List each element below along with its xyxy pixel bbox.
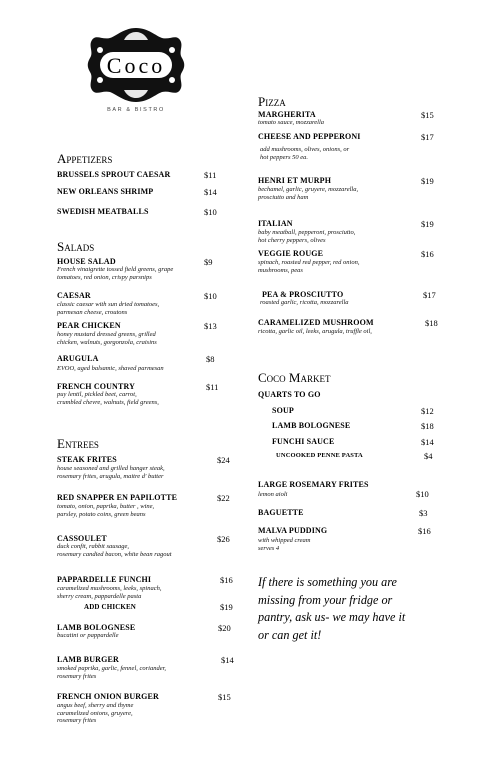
menu-item-name: CHEESE AND PEPPERONI — [258, 132, 361, 141]
menu-item-price: $17 — [423, 290, 436, 300]
description-line: spinach, roasted red pepper, red onion, — [258, 259, 360, 266]
description-line: ricotta, garlic oil, leeks, arugula, truffle oil, — [258, 328, 372, 335]
description-line: bechamel, garlic, gruyere, mozzarella, — [258, 186, 359, 193]
menu-item-name: SOUP — [272, 406, 294, 415]
menu-item-name: STEAK FRITES — [57, 455, 117, 464]
description-line: rosemary frites — [57, 717, 97, 725]
menu-item-description — [57, 301, 159, 316]
description-line: parsley, potato coins, green beans — [57, 510, 146, 518]
description-line: serves 4 — [258, 544, 280, 552]
menu-item-price: $19 — [421, 176, 434, 186]
description-line: sherry cream, pappardelle pasta — [57, 592, 142, 600]
section-heading-appetizers: Appetizers — [57, 151, 113, 166]
description-line: chicken, walnuts, gorgonzola, craisins — [57, 338, 157, 346]
menu-item-description — [57, 632, 119, 640]
menu-item-price: $3 — [419, 508, 428, 518]
menu-item-name: MALVA PUDDING — [258, 526, 328, 535]
menu-item-description — [258, 491, 287, 499]
description-line: tomato sauce, mozzarella — [258, 119, 325, 126]
logo-subtitle: BAR & BISTRO — [107, 107, 165, 113]
menu-item-name: LAMB BURGER — [57, 655, 119, 664]
description-line: caramelized onions, gruyere, — [57, 709, 133, 717]
description-line: parmesan cheese, croutons — [57, 308, 128, 316]
menu-item-price: $14 — [421, 437, 434, 447]
menu-item-name: PEA & PROSCIUTTO — [262, 290, 344, 299]
section-heading-entrees: Entrees — [57, 436, 99, 451]
menu-item-description — [57, 331, 157, 346]
menu-item-description — [57, 543, 172, 558]
menu-item-description — [258, 259, 359, 274]
menu-item-price: $16 — [220, 575, 233, 585]
menu-item-price: $11 — [206, 382, 219, 392]
menu-item-description — [57, 266, 173, 281]
menu-item-name: HENRI ET MURPH — [258, 176, 332, 185]
description-line: hot cherry peppers, olives — [258, 236, 326, 244]
menu-item-price: $8 — [206, 354, 215, 364]
menu-item-price: $12 — [421, 406, 434, 416]
description-line: smoked paprika, garlic, fennel, coriander, — [57, 665, 167, 672]
menu-item-name: MARGHERITA — [258, 110, 316, 119]
menu-item-price: $14 — [221, 655, 234, 665]
menu-item-price: $20 — [218, 623, 231, 633]
logo-name: Coco — [106, 53, 166, 78]
menu-item-price: $16 — [421, 249, 434, 259]
description-line: hot peppers 50 ea. — [260, 153, 309, 161]
menu-item-price: $9 — [204, 257, 213, 267]
menu-item-price: $22 — [217, 493, 230, 503]
menu-item-name: BAGUETTE — [258, 508, 304, 517]
menu-item-name: CARAMELIZED MUSHROOM — [258, 318, 374, 327]
description-line: mushrooms, peas — [258, 266, 303, 274]
tagline-line: If there is something you are — [258, 575, 397, 589]
description-line: duck confit, rabbit sausage, — [57, 543, 130, 550]
description-line: add mushrooms, olives, onions, or — [260, 146, 350, 153]
section-heading-salads: Salads — [57, 239, 95, 254]
description-line: baby meatball, pepperoni, prosciutto, — [258, 229, 356, 236]
menu-item-description — [57, 665, 166, 680]
section-heading-coco-market: Coco Market — [258, 370, 331, 385]
description-line: rosemary frites, arugula, maitre d' butter — [57, 472, 164, 480]
menu-item-price: $19 — [220, 602, 233, 612]
menu-item-description — [57, 365, 164, 373]
menu-item-description — [258, 229, 355, 244]
description-line: French vinaigrette tossed field greens, grape — [57, 266, 174, 273]
menu-item-name: FUNCHI SAUCE — [272, 437, 335, 446]
menu-item-description — [260, 299, 349, 307]
menu-item-name: RED SNAPPER EN PAPILOTTE — [57, 493, 178, 502]
description-line: roasted garlic, ricotta, mozzarella — [260, 299, 349, 306]
menu-item-price: $10 — [416, 489, 429, 499]
menu-item-name: ITALIAN — [258, 219, 293, 228]
description-line: classic caesar with sun dried tomatoes, — [57, 301, 160, 308]
menu-item-description — [57, 702, 133, 725]
description-line: lemon aioli — [258, 491, 288, 498]
section-heading-pizza: Pizza — [258, 94, 286, 109]
menu-item-price: $18 — [421, 421, 434, 431]
menu-item-name: BRUSSELS SPROUT CAESAR — [57, 170, 171, 179]
logo — [86, 26, 186, 126]
description-line: puy lentil, pickled beet, carrot, — [57, 391, 137, 398]
menu-item-name: SWEDISH MEATBALLS — [57, 207, 149, 216]
description-line: caramelized mushrooms, leeks, spinach, — [57, 585, 162, 592]
menu-item-name: ADD CHICKEN — [84, 603, 137, 611]
menu-item-description — [57, 391, 159, 406]
menu-item-description — [258, 186, 358, 201]
menu-item-description — [258, 119, 324, 127]
menu-item-name: CAESAR — [57, 291, 91, 300]
menu-item-name: LARGE ROSEMARY FRITES — [258, 480, 369, 489]
menu-item-price: $15 — [218, 692, 231, 702]
menu-item-price: $26 — [217, 534, 230, 544]
description-line: crumbled chevre, walnuts, field greens, — [57, 398, 159, 406]
description-line: with whipped cream — [258, 537, 311, 544]
description-line: tomatoes, red onion, crispy parsnips — [57, 273, 152, 281]
menu-item-name: LAMB BOLOGNESE — [57, 623, 136, 632]
menu-item-description — [57, 503, 154, 518]
menu-item-price: $16 — [418, 526, 431, 536]
tagline-line: pantry, ask us- we may have it — [258, 610, 406, 624]
menu-item-name: UNCOOKED PENNE PASTA — [276, 452, 363, 459]
menu-item-description — [57, 465, 165, 480]
menu-item-price: $10 — [204, 207, 217, 217]
menu-item-price: $4 — [424, 451, 433, 461]
menu-item-price: $13 — [204, 321, 217, 331]
tagline — [258, 574, 488, 644]
menu-item-price: $14 — [204, 187, 217, 197]
menu-item-name: FRENCH COUNTRY — [57, 382, 136, 391]
description-line: honey mustard dressed greens, grilled — [57, 331, 156, 338]
tagline-line: missing from your fridge or — [258, 592, 393, 607]
menu-item-price: $11 — [204, 170, 217, 180]
menu-item-name: PAPPARDELLE FUNCHI — [57, 575, 152, 584]
menu-item-description — [258, 328, 372, 336]
menu-item-name: HOUSE SALAD — [57, 257, 116, 266]
menu-item-name: CASSOULET — [57, 534, 107, 543]
menu-item-name: FRENCH ONION BURGER — [57, 692, 159, 701]
menu-item-price: $10 — [204, 291, 217, 301]
menu-item-price: $15 — [421, 110, 434, 120]
menu-item-description — [258, 537, 310, 552]
menu-item-description — [260, 146, 349, 161]
menu-item-price: $18 — [425, 318, 438, 328]
menu-item-name: ARUGULA — [57, 354, 99, 363]
description-line: bucatini or pappardelle — [57, 632, 119, 639]
menu-item-price: $19 — [421, 219, 434, 229]
description-line: angus beef, sherry and thyme — [57, 702, 134, 709]
description-line: rosemary candied bacon, white bean ragout — [57, 550, 172, 558]
menu-item-price: $17 — [421, 132, 434, 142]
description-line: house seasoned and grilled hanger steak, — [57, 465, 165, 472]
description-line: EVOO, aged balsamic, shaved parmesan — [57, 365, 164, 372]
menu-item-price: $24 — [217, 455, 230, 465]
menu-item-name: LAMB BOLOGNESE — [272, 421, 351, 430]
description-line: prosciutto and ham — [258, 193, 309, 201]
description-line: tomato, onion, paprika, butter , wine, — [57, 503, 155, 510]
menu-item-name: VEGGIE ROUGE — [258, 249, 324, 258]
quarts-heading: QUARTS TO GO — [258, 390, 321, 399]
description-line: rosemary frites — [57, 672, 97, 680]
menu-item-description — [57, 585, 161, 600]
menu-item-name: NEW ORLEANS SHRIMP — [57, 187, 154, 196]
tagline-line: or can get it! — [258, 627, 322, 642]
menu-item-name: PEAR CHICKEN — [57, 321, 121, 330]
